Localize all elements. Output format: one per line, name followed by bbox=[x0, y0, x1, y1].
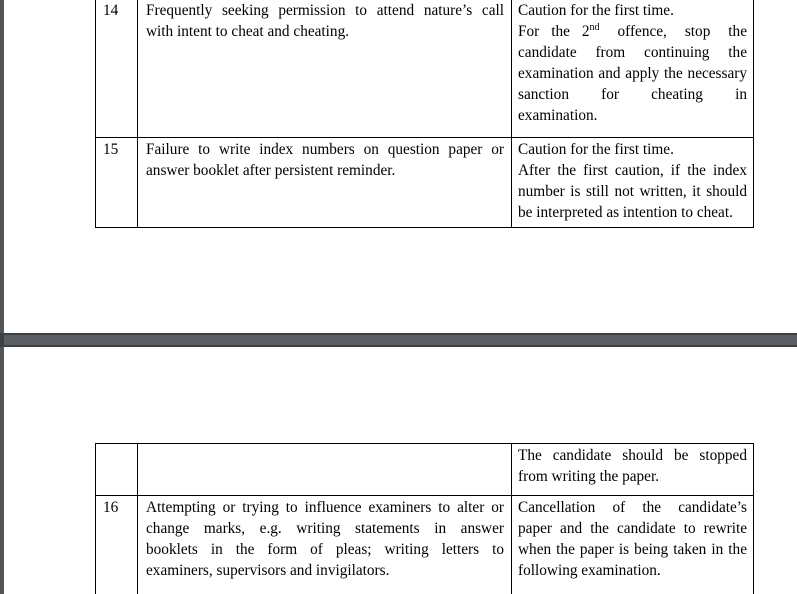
table-row bbox=[96, 444, 754, 496]
sanction-line: Caution for the first time. bbox=[518, 2, 674, 19]
sanction-text: offence, stop the bbox=[599, 23, 747, 40]
document-page-1 bbox=[4, 0, 797, 333]
offences-table-page-2 bbox=[95, 443, 754, 594]
sanction-line: Cancellation of the candidate’s bbox=[518, 499, 747, 516]
sanction-line: following examination. bbox=[518, 562, 661, 579]
sanction-line: Caution for the first time. bbox=[518, 141, 674, 158]
offence-description bbox=[138, 496, 512, 594]
sanction-line: examination. bbox=[518, 107, 598, 124]
table-row bbox=[96, 0, 754, 138]
table-row bbox=[96, 138, 754, 228]
sanction-description bbox=[512, 0, 754, 138]
sanction-line: from writing the paper. bbox=[518, 468, 660, 485]
table-row bbox=[96, 496, 754, 594]
description-line: Frequently seeking permission to attend nature’s call bbox=[146, 2, 504, 19]
sanction-text: For the 2 bbox=[518, 23, 590, 40]
offence-description bbox=[138, 444, 512, 496]
offence-description bbox=[138, 0, 512, 138]
description-line: change marks, e.g. writing statements in answer bbox=[146, 520, 504, 537]
description-line: Failure to write index numbers on question paper or bbox=[146, 141, 504, 158]
description-line: examiners, supervisors and invigilators. bbox=[146, 562, 390, 579]
description-line: Attempting or trying to influence examiners to alter or bbox=[146, 499, 504, 516]
ordinal-superscript: nd bbox=[589, 21, 600, 33]
sanction-line: number is still not written, it should bbox=[518, 183, 747, 200]
description-line: with intent to cheat and cheating. bbox=[146, 23, 350, 40]
sanction-line bbox=[518, 21, 747, 42]
description-line: booklets in the form of pleas; writing letters to bbox=[146, 541, 504, 558]
row-number: 16 bbox=[96, 496, 138, 594]
offences-table-page-1 bbox=[95, 0, 754, 228]
row-number bbox=[96, 444, 138, 496]
sanction-description bbox=[512, 138, 754, 228]
sanction-description bbox=[512, 496, 754, 594]
sanction-line: The candidate should be stopped bbox=[518, 447, 747, 464]
description-line: answer booklet after persistent reminder. bbox=[146, 162, 396, 179]
sanction-description bbox=[512, 444, 754, 496]
sanction-line: After the first caution, if the index bbox=[518, 162, 747, 179]
row-number: 14 bbox=[96, 0, 138, 138]
page-separator bbox=[0, 333, 797, 347]
sanction-line: sanction for cheating in bbox=[518, 86, 747, 103]
sanction-line: examination and apply the necessary bbox=[518, 65, 747, 82]
sanction-line: paper and the candidate to rewrite bbox=[518, 520, 747, 537]
sanction-line: when the paper is being taken in the bbox=[518, 541, 747, 558]
document-page-2 bbox=[4, 347, 797, 594]
sanction-line: be interpreted as intention to cheat. bbox=[518, 204, 733, 221]
offence-description bbox=[138, 138, 512, 228]
sanction-line: candidate from continuing the bbox=[518, 44, 747, 61]
row-number: 15 bbox=[96, 138, 138, 228]
